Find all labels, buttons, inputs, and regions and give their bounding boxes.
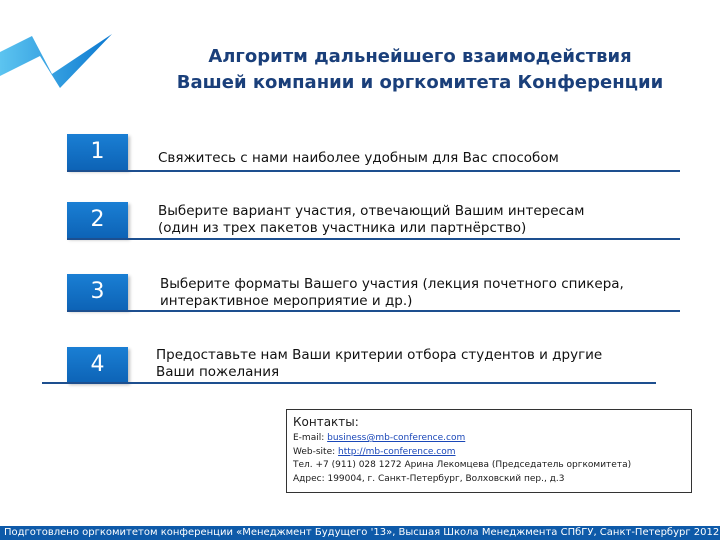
step-number-1: 1: [67, 134, 128, 170]
logo-swoosh-icon: [0, 22, 120, 102]
footer-bar: Подготовлено оргкомитетом конференции «Менеджмент Будущего '13», Высшая Школа Менеджмента СПбГУ, Санкт-Петербург 2012: [0, 526, 720, 540]
step-text-4: [156, 347, 602, 381]
step-text-1: [158, 150, 559, 167]
step-4: [0, 341, 720, 401]
step-number-3: 3: [67, 274, 128, 310]
contacts-website-row: [293, 446, 685, 460]
step-text-4-line-1: Предоставьте нам Ваши критерии отбора студентов и другие: [156, 347, 603, 363]
email-link[interactable]: business@mb-conference.com: [327, 433, 466, 443]
step-number-4: 4: [67, 347, 128, 383]
contacts-phone: Тел. +7 (911) 028 1272 Арина Лекомцева (Председатель оргкомитета): [293, 460, 632, 470]
website-label: Web-site:: [293, 446, 339, 457]
page-title: [140, 44, 700, 96]
contacts-box: [286, 409, 692, 493]
step-divider-1: [67, 170, 680, 172]
title-line-1: Алгоритм дальнейшего взаимодействия: [208, 46, 632, 67]
step-divider-3: [67, 310, 680, 312]
contacts-email-row: [293, 432, 685, 446]
step-2: [0, 196, 720, 256]
step-text-3-line-2: интерактивное мероприятие и др.): [160, 293, 413, 309]
contacts-address: Адрес: 199004, г. Санкт-Петербург, Волховский пер., д.3: [293, 473, 565, 484]
step-text-3: [160, 276, 624, 310]
step-divider-4: [42, 382, 656, 384]
step-number-2: 2: [67, 202, 128, 238]
step-1: [0, 130, 720, 190]
step-text-4-line-2: Ваши пожелания: [156, 364, 280, 380]
step-text-2-line-1: Выберите вариант участия, отвечающий Вашим интересам: [158, 203, 585, 219]
email-label: E-mail:: [293, 433, 328, 443]
step-text-3-line-1: Выберите форматы Вашего участия (лекция почетного спикера,: [160, 276, 624, 292]
website-link[interactable]: http://mb-conference.com: [338, 446, 456, 457]
step-text-2-line-2: (один из трех пакетов участника или партнёрство): [158, 220, 527, 236]
step-divider-2: [67, 238, 680, 240]
step-text-1-line-1: Свяжитесь с нами наиболее удобным для Вас способом: [158, 150, 559, 166]
step-text-2: [158, 203, 584, 237]
contacts-heading: Контакты:: [293, 415, 359, 429]
title-line-2: Вашей компании и оргкомитета Конференции: [176, 72, 664, 93]
step-3: [0, 268, 720, 328]
